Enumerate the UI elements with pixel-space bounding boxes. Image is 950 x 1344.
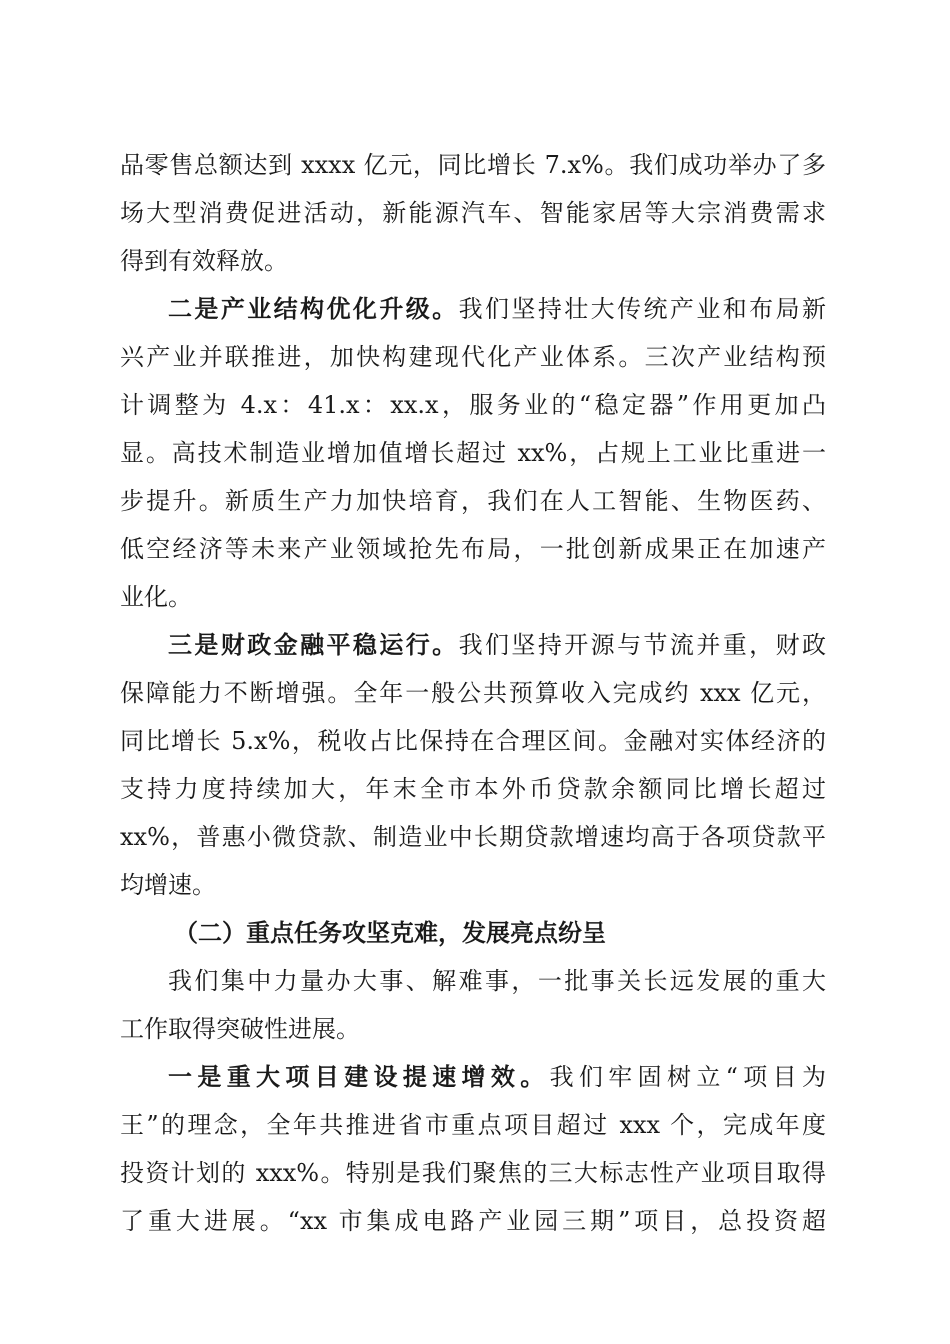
text-line: 计调整为 4.x：41.x：xx.x，服务业的“稳定器”作用更加凸 <box>120 391 826 419</box>
text-line: 王”的理念，全年共推进省市重点项目超过 xxx 个，完成年度 <box>120 1111 826 1139</box>
paragraph-intro <box>120 957 826 1053</box>
text-line: 步提升。新质生产力加快培育，我们在人工智能、生物医药、 <box>120 487 826 515</box>
text-span: 我们牢固树立“项目为 <box>549 1063 826 1091</box>
paragraph-lead: 三是财政金融平稳运行。 <box>168 630 459 659</box>
text-span: 我们坚持开源与节流并重，财政 <box>458 631 827 659</box>
text-span: 我们坚持壮大传统产业和布局新 <box>458 295 827 323</box>
text-line: 兴产业并联推进，加快构建现代化产业体系。三次产业结构预 <box>120 343 826 371</box>
text-line <box>120 1053 826 1101</box>
text-line: 均增速。 <box>120 871 216 899</box>
text-line: 场大型消费促进活动，新能源汽车、智能家居等大宗消费需求 <box>120 199 826 227</box>
section-heading: （二）重点任务攻坚克难，发展亮点纷呈 <box>174 918 606 947</box>
text-line: 支持力度持续加大，年末全市本外币贷款余额同比增长超过 <box>120 775 826 803</box>
paragraph-industry-structure <box>120 285 826 621</box>
text-line: 业化。 <box>120 583 192 611</box>
paragraph-consumption <box>120 141 826 285</box>
paragraph-fiscal-finance <box>120 621 826 909</box>
text-line: 保障能力不断增强。全年一般公共预算收入完成约 xxx 亿元， <box>120 679 826 707</box>
text-line: 投资计划的 xxx%。特别是我们聚焦的三大标志性产业项目取得 <box>120 1159 826 1187</box>
paragraph-major-projects <box>120 1053 826 1245</box>
text-line: 我们集中力量办大事、解难事，一批事关长远发展的重大 <box>168 967 826 995</box>
text-line: xx%，普惠小微贷款、制造业中长期贷款增速均高于各项贷款平 <box>120 823 826 851</box>
text-line: 同比增长 5.x%，税收占比保持在合理区间。金融对实体经济的 <box>120 727 826 755</box>
text-line: 了重大进展。“xx 市集成电路产业园三期”项目，总投资超 <box>120 1207 826 1235</box>
document-page <box>120 141 826 1245</box>
text-line <box>120 285 826 333</box>
text-line: 显。高技术制造业增加值增长超过 xx%，占规上工业比重进一 <box>120 439 826 467</box>
text-line <box>120 621 826 669</box>
paragraph-lead: 二是产业结构优化升级。 <box>168 294 459 323</box>
text-line: 品零售总额达到 xxxx 亿元，同比增长 7.x%。我们成功举办了多 <box>120 151 826 179</box>
paragraph-lead: 一是重大项目建设提速增效。 <box>168 1062 550 1091</box>
text-line: 工作取得突破性进展。 <box>120 1015 360 1043</box>
text-line: 低空经济等未来产业领域抢先布局，一批创新成果正在加速产 <box>120 535 826 563</box>
text-line: 得到有效释放。 <box>120 247 288 275</box>
